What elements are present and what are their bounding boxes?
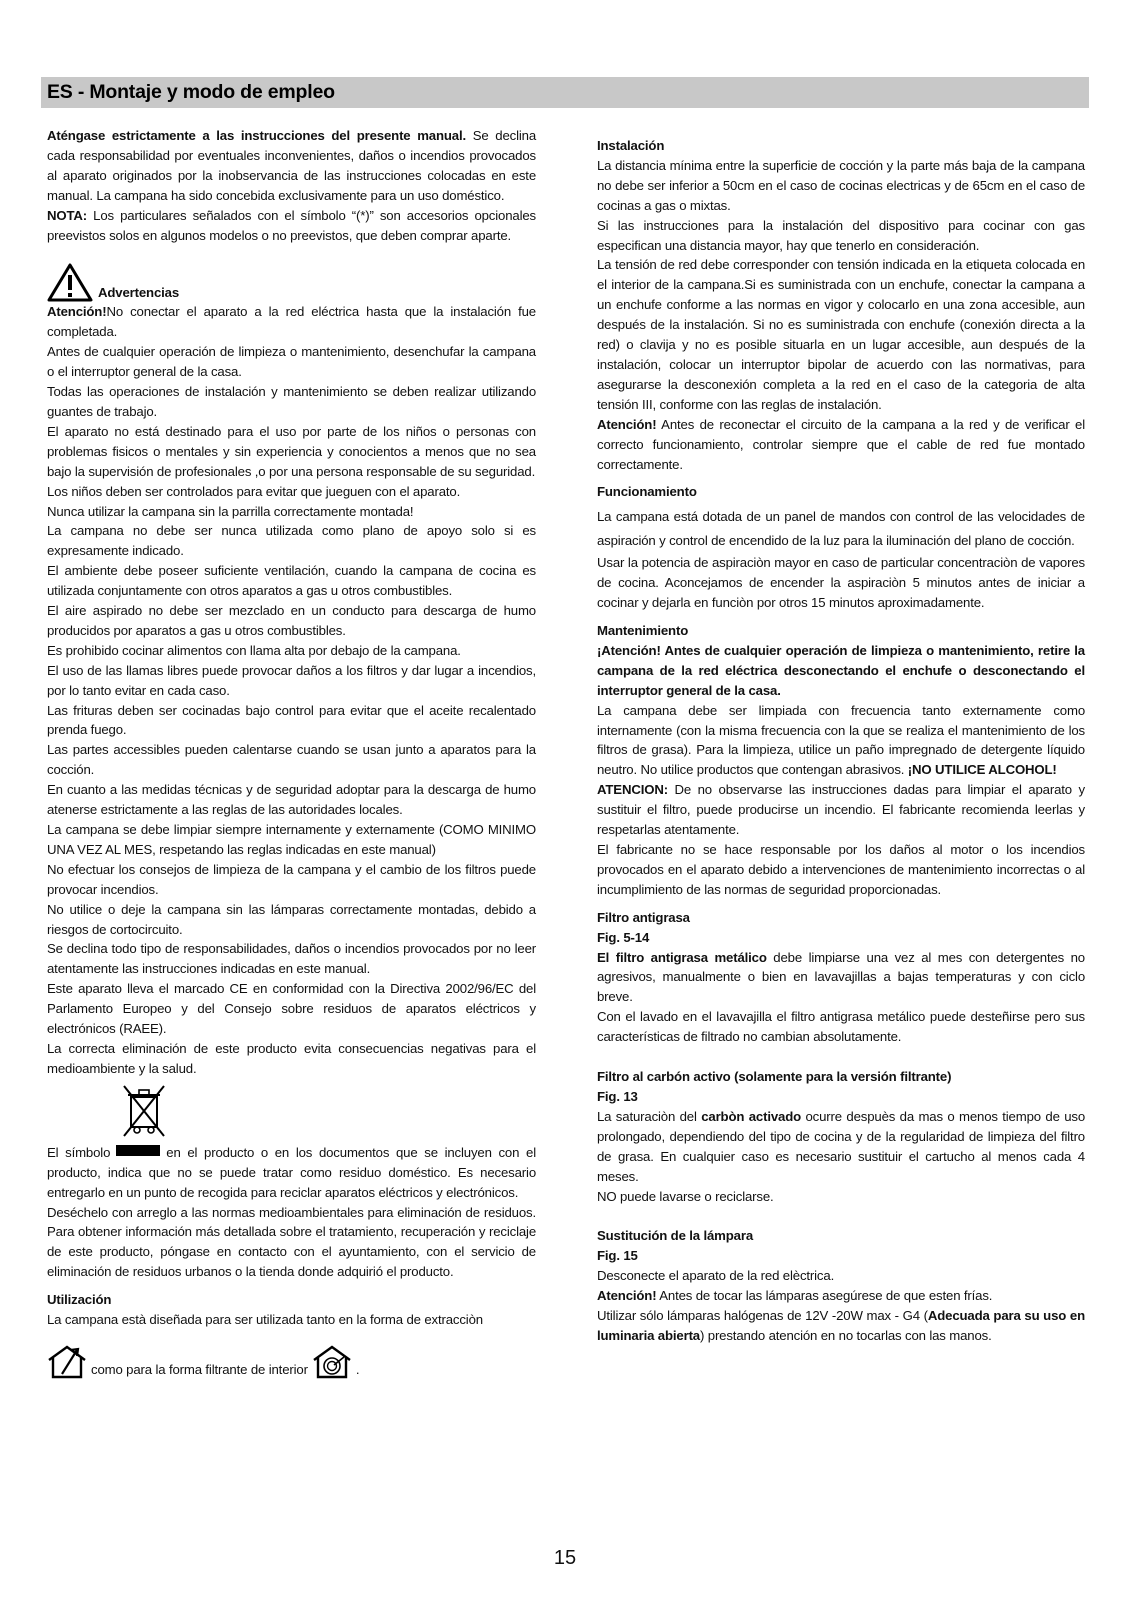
- deseche-paragraph: Deséchelo con arreglo a las normas medioambientales para eliminación de residuos. Para obtener información más detallada sobre el tratamiento, recuperación y reciclaje de este producto, póngase en contacto con el ayuntamiento, con el servicio de eliminación de residuos urbanos o la tienda donde adquirió el producto.: [47, 1204, 536, 1280]
- instalacion-title: Instalación: [597, 138, 665, 153]
- funcionamiento-p1: La campana está dotada de un panel de mandos con control de las velocidades de aspiración y control de encendido de la luz para la iluminación del plano de cocción.: [597, 509, 1085, 549]
- utilizacion-cont: como para la forma filtrante de interior: [91, 1362, 308, 1378]
- weee-symbol: [121, 1083, 536, 1141]
- filtro-fig: Fig. 5-14: [597, 929, 650, 945]
- warning-item: Nunca utilizar la campana sin la parrilla correctamente montada!: [47, 503, 414, 519]
- atencion-paragraph: Atención!No conectar el aparato a la red eléctrica hasta que la instalación fue completada.: [47, 304, 536, 340]
- funcionamiento-p2: Usar la potencia de aspiraciòn mayor en caso de particular concentraciòn de vapores de cocina. Aconcejamos de encender la aspiraciòn 5 minutos antes de iniciar a cocinar y dejarla en funciòn por otros 15 minutos aproximadamente.: [597, 555, 1085, 611]
- crossed-bin-icon: [121, 1083, 167, 1139]
- carbon-p2: NO puede lavarse o reciclarse.: [597, 1188, 774, 1204]
- warning-item: El aire aspirado no debe ser mezclado en un conducto para descarga de humo producidos por aparatos a gas u otros combustibles.: [47, 603, 536, 638]
- page-header: ES - Montaje y modo de empleo: [41, 77, 1089, 108]
- instalacion-paragraph: La tensión de red debe corresponder con tensión indicada en la etiqueta colocada en el interior de la campana.Si es suministrada con un enchufe, conectar la campana a un enchufe conforme a las normas en vigor y colocarlo en una zona accesible, aun después de la instalación. Si no es suministrada con enchufe (conexión directa a la red) o clavija y no es posible situarla en un lugar accesible, aun después de la instalación, colocar un interruptor bipolar de acuerdo con las normativas, para asegurarse la desconexión completa a la red en el caso de la categoria de alta tensión III, conforme con las reglas de instalación.: [597, 257, 1085, 412]
- lampara-p3: Utilizar sólo lámparas halógenas de 12V -20W max - G4 (Adecuada para su uso en luminaria abierta) prestando atención en no tocarlas con las manos.: [597, 1308, 1085, 1343]
- warning-item: No utilice o deje la campana sin las lámparas correctamente montadas, debido a riesgos de cortocircuito.: [47, 901, 536, 937]
- page-number: 15: [553, 1547, 577, 1569]
- warning-item: Es prohibido cocinar alimentos con llama alta por debajo de la campana.: [47, 642, 461, 658]
- instalacion-paragraph: Si las instrucciones para la instalación del dispositivo para cocinar con gas especifican una distancia mayor, hay que tenerlo en consideración.: [597, 217, 1085, 253]
- warning-item: La campana no debe ser nunca utilizada como plano de apoyo solo si es expresamente indicado.: [47, 523, 536, 559]
- carbon-paragraph: La saturaciòn del carbòn activado ocurre despuès da mas o menos tiempo de uso prolongado, dependiendo del tipo de cocina y de la regularidad de limpieza del filtro de grasa. En cualquier caso es necesario sustituir el cartucho al menos cada 4 meses.: [597, 1108, 1086, 1184]
- utilizacion-text: La campana està diseñada para ser utilizada tanto en la forma de extracciòn: [47, 1312, 483, 1328]
- atencion-limpiar: ATENCION: De no observarse las instrucciones dadas para limpiar el aparato y sustituir el filtro, puede producirse un incendio. El fabricante recomienda leerlas y respetarlas atentamente.: [597, 782, 1085, 838]
- instalacion-atencion: Atención! Antes de reconectar el circuito de la campana a la red y de verificar el correcto funcionamiento, controlar siempre que el cable de red fue montado correctamente.: [597, 416, 1085, 472]
- warning-triangle-icon: [47, 262, 93, 302]
- warning-item: Las frituras deben ser cocinadas bajo control para evitar que el aceite recalentado prenda fuego.: [47, 702, 536, 738]
- black-bar-symbol: [116, 1145, 160, 1156]
- instalacion-paragraph: La distancia mínima entre la superficie de cocción y la parte más baja de la campana no debe ser inferior a 50cm en el caso de cocinas electricas y de 65cm en el caso de cocinas a gas o mixtas.: [597, 157, 1085, 213]
- utilizacion-title: Utilización: [47, 1292, 112, 1308]
- house-extraction-icon: [47, 1344, 87, 1380]
- warning-item: Los niños deben ser controlados para evitar que jueguen con el aparato.: [47, 483, 461, 499]
- intro-paragraph: Aténgase estrictamente a las instrucciones del presente manual. Se declina cada responsabilidad por eventuales inconvenientes, daños o incendios provocados al aparato originados por la inobservancia de las instrucciones colocadas en este manual. La campana ha sido concebida exclusivamente para un uso doméstico.: [47, 128, 536, 203]
- funcionamiento-title: Funcionamiento: [597, 484, 697, 500]
- warning-item: Antes de cualquier operación de limpieza o mantenimiento, desenchufar la campana o el interruptor general de la casa.: [47, 344, 536, 380]
- carbon-title: Filtro al carbón activo (solamente para la versión filtrante): [597, 1069, 952, 1085]
- warning-item: La campana se debe limpiar siempre internamente y externamente (COMO MINIMO UNA VEZ AL MES, respetando las reglas indicadas en este manual): [47, 822, 536, 857]
- warning-item: Todas las operaciones de instalación y mantenimiento se deben realizar utilizando guantes de trabajo.: [47, 384, 536, 419]
- filtro-p2: Con el lavado en el lavavajilla el filtro antigrasa metálico puede desteñirse pero sus características de filtrado no cambian absolutamente.: [597, 1009, 1085, 1045]
- warning-item: Se declina todo tipo de responsabilidades, daños o incendios provocados por no leer atentamente las instrucciones indicadas en este manual.: [47, 941, 536, 977]
- nota-paragraph: NOTA: Los particulares señalados con el símbolo “(*)” son accesorios opcionales preevistos solos en algunos modelos o no preevistos, que deben comprar aparte.: [47, 207, 536, 243]
- warning-item: La correcta eliminación de este producto evita consecuencias negativas para el medioambiente y la salud.: [47, 1040, 536, 1076]
- warning-item: El uso de las llamas libres puede provocar daños a los filtros y dar lugar a incendios, por lo tanto evitar en cada caso.: [47, 662, 536, 698]
- lampara-fig: Fig. 15: [597, 1248, 638, 1264]
- lampara-p1: Desconecte el aparato de la red elèctrica.: [597, 1268, 835, 1284]
- advertencias-title: Advertencias: [98, 285, 180, 301]
- house-filtering-icon: [312, 1344, 352, 1380]
- utilizacion-icons-row: [47, 1342, 536, 1380]
- carbon-fig: Fig. 13: [597, 1088, 638, 1104]
- advertencias-heading: [47, 258, 536, 302]
- warning-item: Este aparato lleva el marcado CE en conformidad con la Directiva 2002/96/EC del Parlamento Europeo y del Consejo sobre residuos de aparatos eléctricos y electrónicos (RAEE).: [47, 981, 536, 1037]
- warning-item: El ambiente debe poseer suficiente ventilación, cuando la campana de cocina es utilizada conjuntamente con otros aparatos a gas u otros combustibles.: [47, 563, 536, 599]
- left-column: [47, 126, 536, 1380]
- lampara-atencion: Atención! Antes de tocar las lámparas asegúrese de que esten frías.: [597, 1288, 993, 1304]
- warning-item: El aparato no está destinado para el uso por parte de los niños o personas con problemas fisicos o mentales y sin experiencia y conocientos a menos que no sea bajo la supervisión de profesionales ,o por una persona responsable de su seguridad.: [47, 423, 536, 479]
- fabricante-paragraph: El fabricante no se hace responsable por los daños al motor o los incendios provocados en el aparato debido a intervenciones de mantenimiento incorrectas o al incumplimiento de las normas de seguridad proporcionadas.: [597, 842, 1085, 897]
- filtro-paragraph: El filtro antigrasa metálico debe limpiarse una vez al mes con detergentes no agresivos, manualmente o bien en lavavajillas a bajas temperaturas y con ciclo breve.: [597, 949, 1085, 1005]
- utilizacion-end: .: [355, 1362, 360, 1378]
- warning-item: Las partes accessibles pueden calentarse cuando se usan junto a aparatos para la cocción.: [47, 742, 536, 778]
- lampara-title: Sustitución de la lámpara: [597, 1228, 754, 1244]
- simbolo-paragraph: El símbolo en el producto o en los documentos que se incluyen con el producto, indica que no se puede tratar como residuo doméstico. Es necesario entregarlo en un punto de recogida para reciclar aparatos eléctricos y electrónicos.: [47, 1144, 536, 1200]
- mantenimiento-warning: ¡Atención! Antes de cualquier operación de limpieza o mantenimiento, retire la campana de la red eléctrica desconectando el enchufe o desconectando el interruptor general de la casa.: [597, 642, 1085, 698]
- right-column: [597, 136, 1085, 1346]
- warning-item: En cuanto a las medidas técnicas y de seguridad adoptar para la descarga de humo atenerse estrictamente a las reglas de las autoridades locales.: [47, 782, 536, 818]
- mantenimiento-title: Mantenimiento: [597, 623, 689, 639]
- filtro-title: Filtro antigrasa: [597, 909, 690, 925]
- warning-item: No efectuar los consejos de limpieza de la campana y el cambio de los filtros puede provocar incendios.: [47, 861, 536, 897]
- mantenimiento-paragraph: La campana debe ser limpiada con frecuencia tanto externamente como internamente (con la misma frecuencia con la que se realiza el mantenimiento de los filtros de grasa). Para la limpieza, utilice un paño impregnado de detergente líquido neutro. No utilice productos que contengan abrasivos. ¡NO UTILICE ALCOHOL!: [597, 702, 1085, 778]
